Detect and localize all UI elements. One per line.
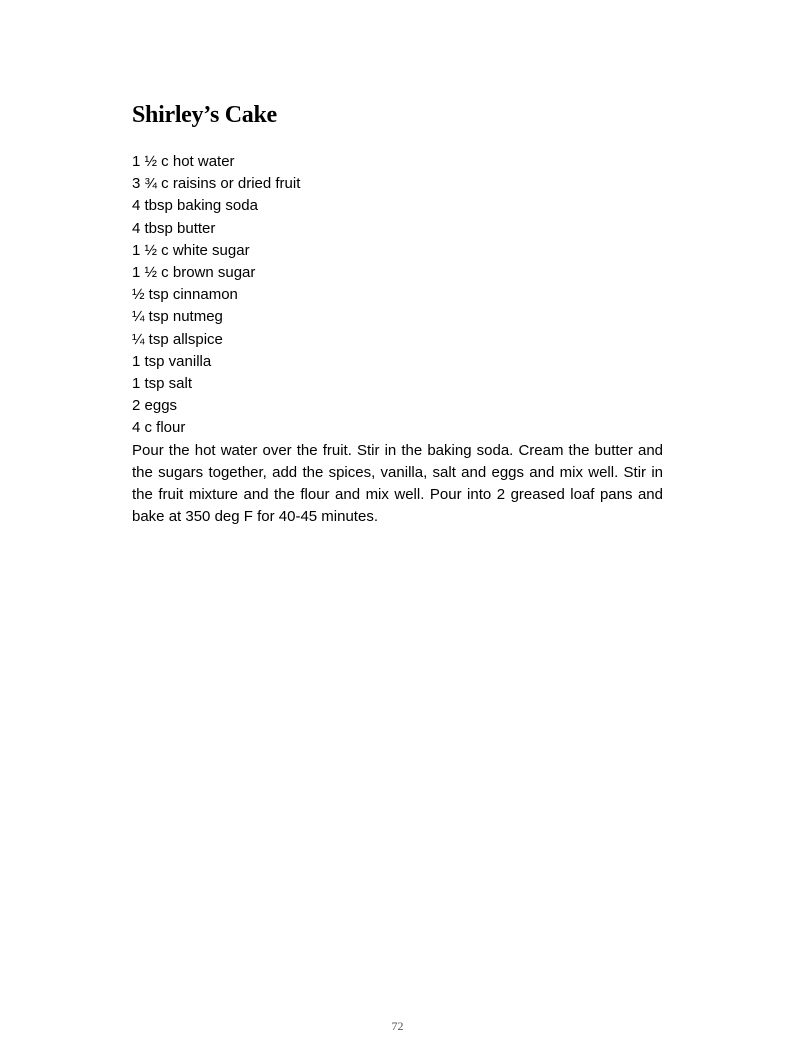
recipe-content (132, 99, 663, 528)
ingredient-item: 1 ½ c hot water (132, 153, 235, 170)
ingredient-item: ¼ tsp nutmeg (132, 308, 223, 326)
ingredient-item: 4 tbsp butter (132, 219, 216, 237)
page-number: 72 (391, 1019, 404, 1033)
ingredient-item: 4 c flour (132, 419, 186, 437)
ingredient-item: 1 ½ c white sugar (132, 241, 250, 259)
ingredient-list (132, 151, 663, 440)
ingredient-item: 4 tbsp baking soda (132, 197, 258, 215)
ingredient-item: 1 tsp salt (132, 375, 193, 393)
recipe-instructions: Pour the hot water over the fruit. Stir in the baking soda. Cream the butter and the sugars together, add the spices, vanilla, salt and eggs and mix well. Stir in the fruit mixture and the flour and mix well. Pour into 2 greased loaf pans and bake at 350 deg F for 40-45 minutes. (132, 441, 663, 526)
ingredient-item: 2 eggs (132, 397, 178, 415)
ingredient-item: ½ tsp cinnamon (132, 286, 238, 304)
recipe-title: Shirley’s Cake (132, 102, 277, 128)
ingredient-item: 1 ½ c brown sugar (132, 264, 256, 282)
ingredient-item: ¼ tsp allspice (132, 330, 223, 348)
ingredient-item: 3 ¾ c raisins or dried fruit (132, 175, 301, 193)
ingredient-item: 1 tsp vanilla (132, 352, 212, 370)
